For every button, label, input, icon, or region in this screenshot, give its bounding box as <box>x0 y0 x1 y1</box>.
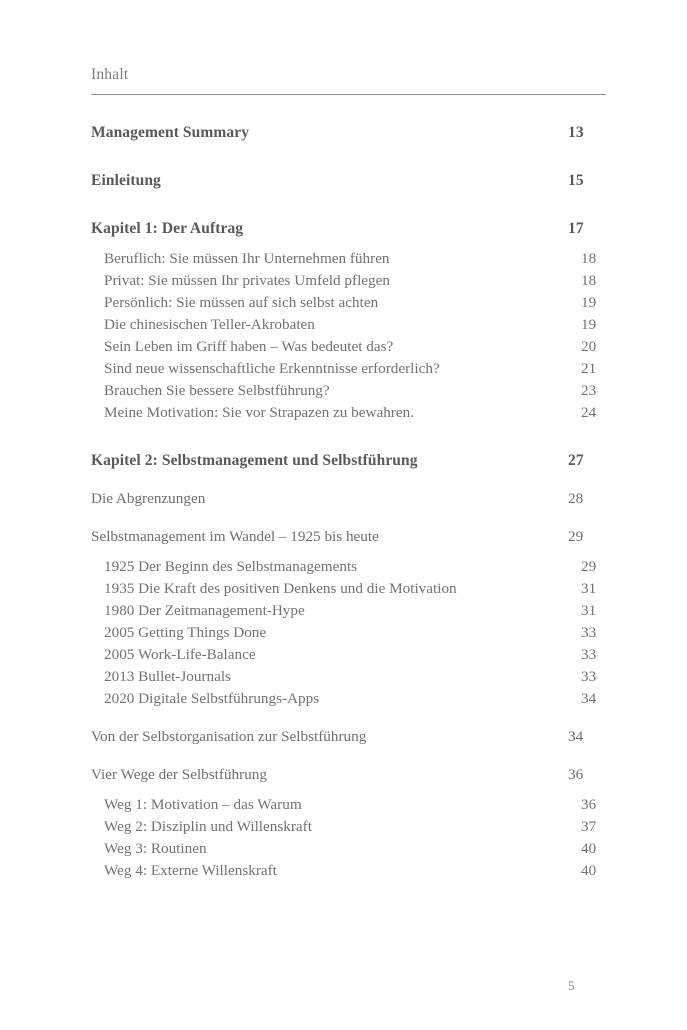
toc-entry-level-0[interactable] <box>91 218 606 240</box>
toc-entry-page-number: 18 <box>581 250 597 267</box>
toc-entry-page-number: 20 <box>581 338 597 355</box>
toc-entry-title: Sind neue wissenschaftliche Erkenntnisse erforderlich? <box>104 360 440 377</box>
toc-entry-page-number: 31 <box>581 602 597 619</box>
toc-entry-title: Kapitel 2: Selbstmanagement und Selbstführung <box>91 452 418 469</box>
toc-entry-page-number: 33 <box>581 624 597 641</box>
toc-entry-title: 1925 Der Beginn des Selbstmanagements <box>104 558 358 575</box>
header-divider <box>91 94 606 95</box>
toc-entry-page-number: 40 <box>581 862 597 879</box>
toc-entry-page-number: 29 <box>568 528 584 545</box>
toc-entry-level-2[interactable] <box>91 644 619 666</box>
toc-entry-title: Die chinesischen Teller-Akrobaten <box>104 316 315 333</box>
toc-entry-level-2[interactable] <box>91 816 619 838</box>
toc-entry-level-1[interactable] <box>91 488 606 510</box>
toc-entry-level-2[interactable] <box>91 794 619 816</box>
toc-entry-level-2[interactable] <box>91 600 619 622</box>
toc-entry-title: Management Summary <box>91 124 250 141</box>
toc-entry-level-2[interactable] <box>91 556 619 578</box>
toc-content <box>91 64 606 882</box>
toc-entry-title: Persönlich: Sie müssen auf sich selbst achten <box>104 294 379 311</box>
toc-entry-title: Kapitel 1: Der Auftrag <box>91 220 244 237</box>
toc-entry-title: Privat: Sie müssen Ihr privates Umfeld pflegen <box>104 272 390 289</box>
toc-entry-page-number: 27 <box>568 452 584 469</box>
toc-entry-title: Vier Wege der Selbstführung <box>91 766 267 783</box>
toc-entry-title: Weg 4: Externe Willenskraft <box>104 862 277 879</box>
toc-entry-page-number: 24 <box>581 404 597 421</box>
table-of-contents-list <box>91 122 606 882</box>
toc-entry-level-2[interactable] <box>91 380 619 402</box>
toc-entry-level-1[interactable] <box>91 726 606 748</box>
toc-entry-page-number: 13 <box>568 124 584 141</box>
toc-entry-page-number: 18 <box>581 272 597 289</box>
toc-entry-page-number: 19 <box>581 316 597 333</box>
toc-entry-page-number: 34 <box>568 728 584 745</box>
toc-entry-page-number: 29 <box>581 558 597 575</box>
toc-entry-title: 2005 Work-Life-Balance <box>104 646 256 663</box>
toc-entry-level-2[interactable] <box>91 292 619 314</box>
toc-entry-title: Meine Motivation: Sie vor Strapazen zu bewahren. <box>104 404 414 421</box>
toc-entry-title: 1980 Der Zeitmanagement-Hype <box>104 602 305 619</box>
toc-entry-title: 2005 Getting Things Done <box>104 624 267 641</box>
toc-entry-level-0[interactable] <box>91 450 606 472</box>
toc-entry-level-2[interactable] <box>91 838 619 860</box>
toc-entry-level-2[interactable] <box>91 666 619 688</box>
toc-entry-level-2[interactable] <box>91 270 619 292</box>
toc-entry-page-number: 15 <box>568 172 584 189</box>
toc-entry-level-1[interactable] <box>91 526 606 548</box>
toc-entry-level-2[interactable] <box>91 688 619 710</box>
toc-entry-page-number: 36 <box>581 796 597 813</box>
toc-entry-level-0[interactable] <box>91 170 606 192</box>
toc-entry-page-number: 19 <box>581 294 597 311</box>
toc-entry-page-number: 31 <box>581 580 597 597</box>
toc-entry-level-2[interactable] <box>91 622 619 644</box>
toc-entry-title: Von der Selbstorganisation zur Selbstführung <box>91 728 367 745</box>
toc-entry-page-number: 21 <box>581 360 597 377</box>
toc-entry-title: 2020 Digitale Selbstführungs-Apps <box>104 690 320 707</box>
toc-entry-level-2[interactable] <box>91 578 619 600</box>
page-title: Inhalt <box>91 66 129 83</box>
toc-entry-page-number: 23 <box>581 382 597 399</box>
toc-entry-title: Die Abgrenzungen <box>91 490 206 507</box>
toc-entry-title: Weg 3: Routinen <box>104 840 207 857</box>
toc-entry-title: Selbstmanagement im Wandel – 1925 bis heute <box>91 528 379 545</box>
toc-entry-level-2[interactable] <box>91 248 619 270</box>
toc-entry-level-0[interactable] <box>91 122 606 144</box>
toc-entry-level-2[interactable] <box>91 860 619 882</box>
toc-entry-page-number: 36 <box>568 766 584 783</box>
toc-entry-title: 2013 Bullet-Journals <box>104 668 231 685</box>
toc-entry-title: Beruflich: Sie müssen Ihr Unternehmen führen <box>104 250 390 267</box>
toc-entry-level-2[interactable] <box>91 358 619 380</box>
toc-entry-title: Sein Leben im Griff haben – Was bedeutet das? <box>104 338 394 355</box>
toc-entry-page-number: 40 <box>581 840 597 857</box>
toc-entry-page-number: 28 <box>568 490 584 507</box>
toc-entry-title: 1935 Die Kraft des positiven Denkens und die Motivation <box>104 580 457 597</box>
toc-entry-page-number: 37 <box>581 818 597 835</box>
toc-entry-level-1[interactable] <box>91 764 606 786</box>
toc-entry-level-2[interactable] <box>91 314 619 336</box>
toc-entry-title: Weg 1: Motivation – das Warum <box>104 796 302 813</box>
toc-entry-page-number: 33 <box>581 646 597 663</box>
toc-entry-title: Brauchen Sie bessere Selbstführung? <box>104 382 330 399</box>
toc-entry-title: Einleitung <box>91 172 161 189</box>
toc-entry-page-number: 17 <box>568 220 584 237</box>
toc-entry-title: Weg 2: Disziplin und Willenskraft <box>104 818 312 835</box>
toc-entry-page-number: 33 <box>581 668 597 685</box>
toc-entry-level-2[interactable] <box>91 336 619 358</box>
footer-page-number: 5 <box>568 978 575 993</box>
toc-entry-level-2[interactable] <box>91 402 619 424</box>
toc-entry-page-number: 34 <box>581 690 597 707</box>
